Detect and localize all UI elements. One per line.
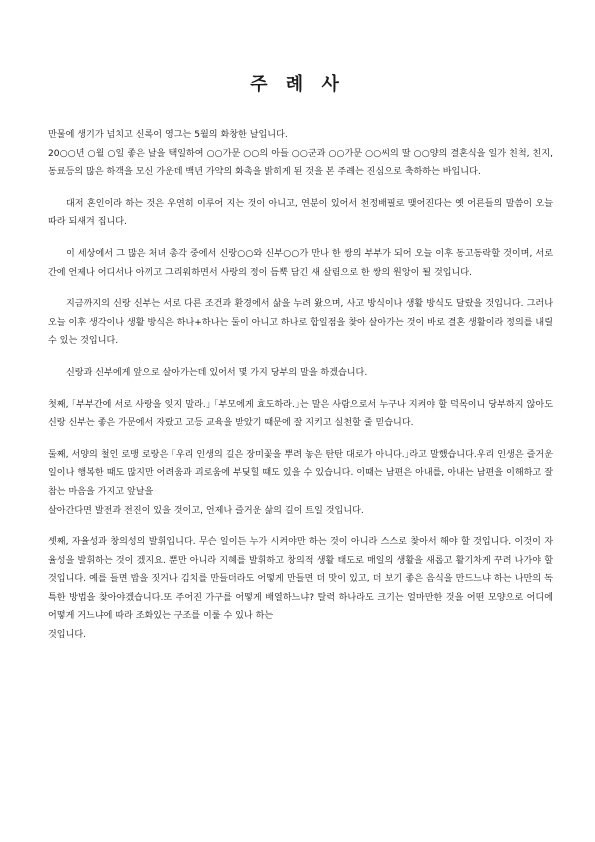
paragraph-intro: 만물에 생기가 넘치고 신록이 영그는 5월의 화창한 날입니다. 20○○년 ○월 ○일 좋은 날을 택일하여 ○○가문 ○○의 아들 ○○군과 ○○가문 ○○씨의 딸 ○○양의 결혼식을 일가 친척, 친지, 동료등의 많은 하객을 모신 가운데 백년 가약의 화촉을 밝히게 된 것을 본 주례는 진심으로 축하하는 바입니다. — [48, 130, 553, 178]
paragraph-couple: 이 세상에서 그 많은 처녀 총각 중에서 신랑○○와 신부○○가 만나 한 쌍의 부부가 되어 오늘 이후 동고동락할 것이며, 서로간에 언제나 어디서나 아끼고 그리워하면서 사랑의 정이 듬뿍 담긴 새 살림으로 한 쌍의 원앙이 될 것입니다. — [48, 248, 553, 278]
paragraph-marriage-life: 지금까지의 신랑 신부는 서로 다른 조건과 환경에서 삶을 누려 왔으며, 사고 방식이나 생활 방식도 달랐을 것입니다. 그러나 오늘 이후 생각이나 생활 방식은 하나+하나는 둘이 아니고 하나로 합일점을 찾아 살아가는 것이 바로 결혼 생활이라 정의를 내릴 수 있는 것입니다. — [48, 299, 553, 347]
paragraph-advice-third: 셋째, 자율성과 창의성의 발휘입니다. 무슨 일이든 누가 시켜야만 하는 것이 아니라 스스로 찾아서 해야 할 것입니다. 이것이 자율성을 발휘하는 것이 겠지요. 뿐만 아니라 지혜를 발휘하고 창의적 생활 태도로 매일의 생활을 새롭고 활기차게 꾸려 나가야 할 것입니다. 예를 들면 밥을 짓거나 김치를 만들더라도 어떻게 만들면 더 맛이 있고, 더 보기 좋은 음식을 만드느냐 하는 나만의 독특한 방법을 찾아야겠습니다.또 주어진 가구를 어떻게 배열하느냐? 탈력 하나라도 크기는 얼마만한 것을 어떤 모양으로 어디에 어떻게 거느냐에 따라 조화있는 구조를 이룰 수 있나 하는 것입니다. — [48, 537, 553, 641]
paragraph-advice-first: 첫째, ｢부부간에 서로 사랑을 잊지 말라.｣ ｢부모에게 효도하라.｣는 말은 사람으로서 누구나 지켜야 할 덕목이니 당부하지 않아도 신랑 신부는 좋은 가문에서 자랐고 고등 교육을 받았기 때문에 잘 지키고 실천할 줄 믿습니다. — [48, 399, 553, 429]
paragraph-destiny: 대저 혼인이라 하는 것은 우연히 이루어 지는 것이 아니고, 연분이 있어서 천정배필로 맺어진다는 옛 어른들의 말씀이 오늘 따라 되새겨 집니다. — [48, 198, 553, 228]
page-title: 주 례 사 — [250, 74, 345, 95]
paragraph-advice-intro: 신랑과 신부에게 앞으로 살아가는데 있어서 몇 가지 당부의 말을 하겠습니다. — [66, 367, 368, 378]
paragraph-advice-second: 둘째, 서양의 철인 로맹 로랑은 ｢우리 인생의 길은 장미꽃을 뿌려 놓은 탄탄 대로가 아니다.｣라고 말했습니다.우리 인생은 즐거운 일이나 행복한 때도 많지만 어려움과 괴로움에 부딪힐 때도 있을 수 있습니다. 이때는 남편은 아내를, 아내는 남편을 이해하고 잘 참는 마음을 가지고 앞날을 살아간다면 발전과 전진이 있을 것이고, 언제나 즐거운 삶의 길이 트일 것입니다. — [48, 449, 553, 516]
document-body — [48, 126, 553, 658]
